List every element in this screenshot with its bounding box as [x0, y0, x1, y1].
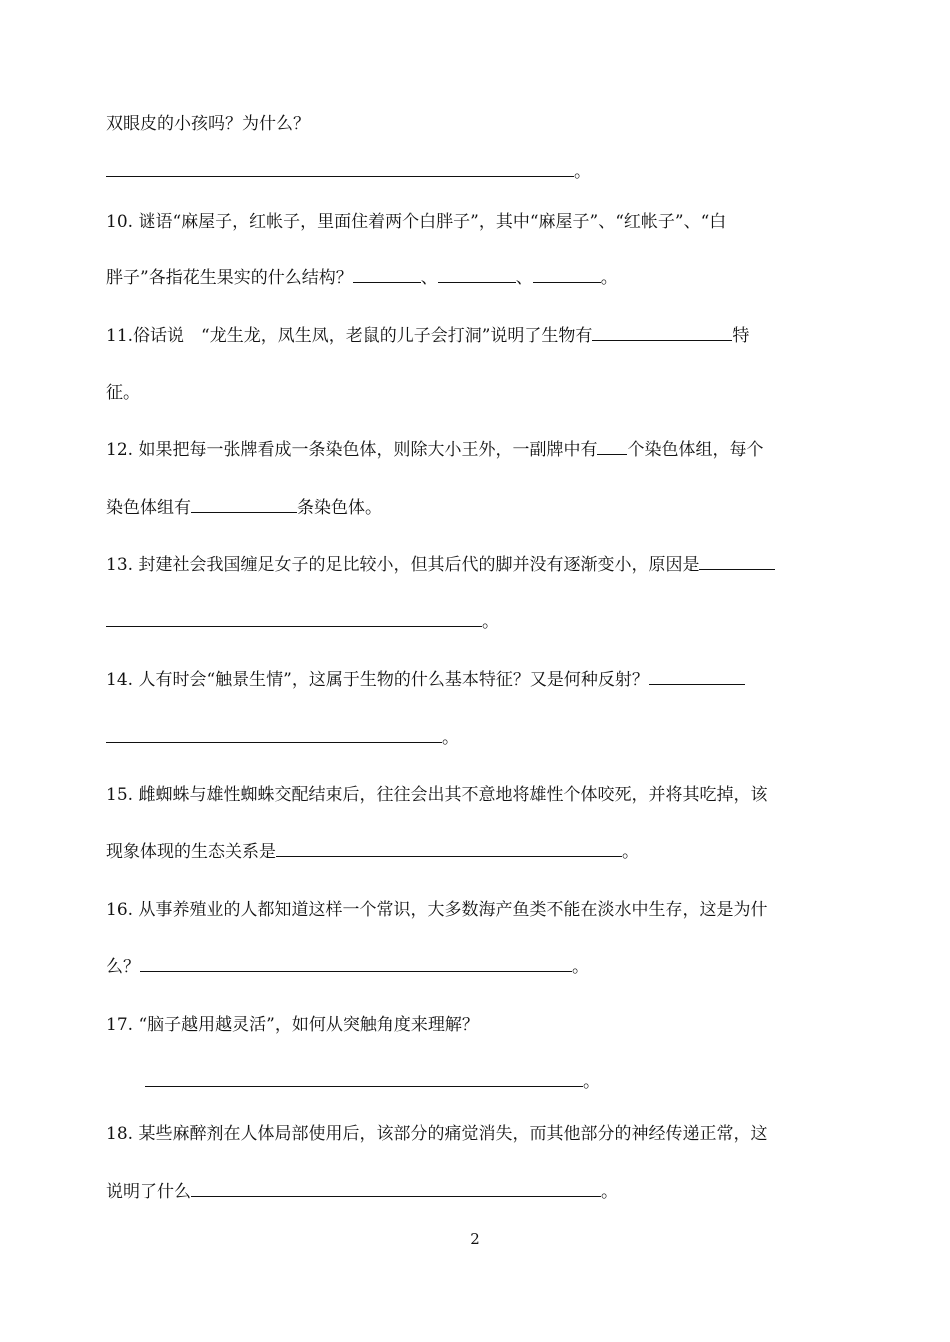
answer-blank[interactable] — [353, 267, 421, 283]
answer-blank[interactable] — [106, 611, 482, 627]
question-16-text: 16. 从事养殖业的人都知道这样一个常识，大多数海产鱼类不能在淡水中生存，这是为什 — [106, 900, 768, 920]
question-12-text: 12. 如果把每一张牌看成一条染色体，则除大小王外，一副牌中有 个染色体组，每个 — [106, 440, 764, 460]
answer-blank[interactable] — [140, 956, 572, 972]
question-13-text: 13. 封建社会我国缠足女子的足比较小，但其后代的脚并没有逐渐变小，原因是 — [106, 553, 846, 577]
question-10-answer-line: 胖子”各指花生果实的什么结构？ 、 、 。 — [106, 268, 618, 288]
question-12-text-continued: 染色体组有 条染色体。 — [106, 498, 382, 518]
question-11-text: 11.俗话说 “龙生龙，凤生凤，老鼠的儿子会打洞”说明了生物有 特 — [106, 326, 750, 346]
answer-blank[interactable] — [592, 325, 732, 341]
answer-blank[interactable] — [438, 267, 516, 283]
question-17-text: 17. “脑子越用越灵活”，如何从突触角度来理解？ — [106, 1015, 479, 1035]
question-14-text: 14. 人有时会“触景生情”，这属于生物的什么基本特征？又是何种反射？ — [106, 668, 846, 692]
answer-blank[interactable] — [533, 267, 601, 283]
question-17-answer-line: 。 — [145, 1070, 845, 1094]
answer-blank[interactable] — [191, 1181, 601, 1197]
question-14-answer-line: 。 — [106, 726, 846, 750]
answer-blank[interactable] — [597, 439, 627, 455]
question-15-text: 15. 雌蜘蛛与雄性蜘蛛交配结束后，往往会出其不意地将雄性个体咬死，并将其吃掉，该 — [106, 785, 768, 805]
question-10-text: 10. 谜语“麻屋子，红帐子，里面住着两个白胖子”，其中“麻屋子”、“红帐子”、“白 — [106, 212, 727, 232]
answer-blank[interactable] — [106, 727, 442, 743]
answer-blank[interactable] — [649, 669, 745, 685]
question-18-text: 18. 某些麻醉剂在人体局部使用后，该部分的痛觉消失，而其他部分的神经传递正常，这 — [106, 1124, 768, 1144]
question-15-answer-line: 现象体现的生态关系是 。 — [106, 842, 639, 862]
page-number: 2 — [470, 1230, 480, 1248]
answer-blank[interactable] — [145, 1071, 583, 1087]
question-11-text-continued: 征。 — [106, 383, 140, 403]
question-13-answer-line: 。 — [106, 610, 846, 634]
answer-blank[interactable] — [699, 554, 775, 570]
question-16-answer-line: 么？ 。 — [106, 957, 589, 977]
question-9-text: 双眼皮的小孩吗？为什么？ — [106, 114, 310, 134]
question-9-answer-line: 。 — [106, 160, 846, 184]
answer-blank[interactable] — [276, 841, 622, 857]
answer-blank[interactable] — [106, 161, 574, 177]
question-18-answer-line: 说明了什么 。 — [106, 1182, 618, 1202]
answer-blank[interactable] — [191, 497, 297, 513]
